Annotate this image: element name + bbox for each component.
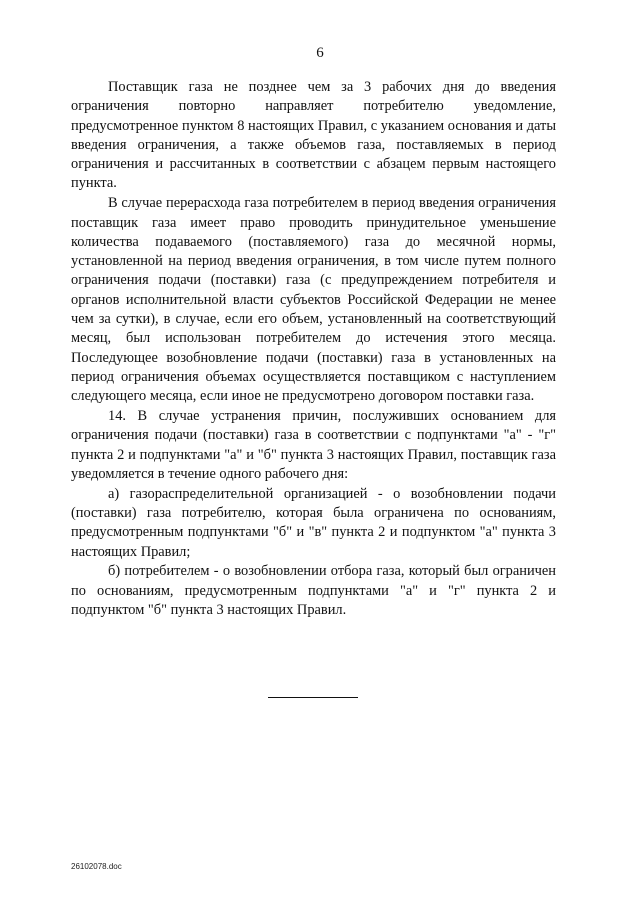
footer-file-name: 26102078.doc [71,862,122,871]
paragraph-subitem-a: а) газораспределительной организацией - о возобновлении подачи (поставки) газа потребителю, которая была ограничена по основаниям, предусмотренным подпунктами "б" и "в" пункта 2 и подпунктом "а" пункта 3 настоящих Правил; [71,485,556,560]
page-number: 6 [316,45,324,61]
paragraph-supplier-notice: Поставщик газа не позднее чем за 3 рабочих дня до введения ограничения повторно направляет потребителю уведомление, предусмотренное пунктом 8 настоящих Правил, с указанием основания и даты введения ограничения, а также объемов газа, поставляемых в период ограничения и рассчитанных в соответствии с абзацем первым настоящего пункта. [71,79,556,192]
end-divider-line [268,697,358,698]
paragraph-overconsumption: В случае перерасхода газа потребителем в период введения ограничения поставщик газа имеет право проводить принудительное уменьшение количества подаваемого (поставляемого) газа до месячной нормы, установленной на период введения ограничения, в том числе путем полного ограничения подачи (поставки) газа (с предупреждением потребителя и органов исполнительной власти субъектов Российской Федерации не менее чем за сутки), в случае, если его объем, установленный на соответствующий месяц, был использован потребителем до истечения этого месяца. Последующее возобновление подачи (поставки) газа в установленных на период ограничения объемах осуществляется поставщиком с наступлением следующего месяца, если иное не предусмотрено договором поставки газа. [71,195,556,405]
paragraph-subitem-b: б) потребителем - о возобновлении отбора газа, который был ограничен по основаниям, предусмотренным подпунктами "а" и "г" пункта 2 и подпунктом "б" пункта 3 настоящих Правил. [71,563,556,619]
document-body [71,78,556,620]
paragraph-item-14: 14. В случае устранения причин, послуживших основанием для ограничения подачи (поставки) газа в соответствии с подпунктами "а" - "г" пункта 2 и подпунктами "а" и "б" пункта 3 настоящих Правил, поставщик газа уведомляется в течение одного рабочего дня: [71,408,556,482]
